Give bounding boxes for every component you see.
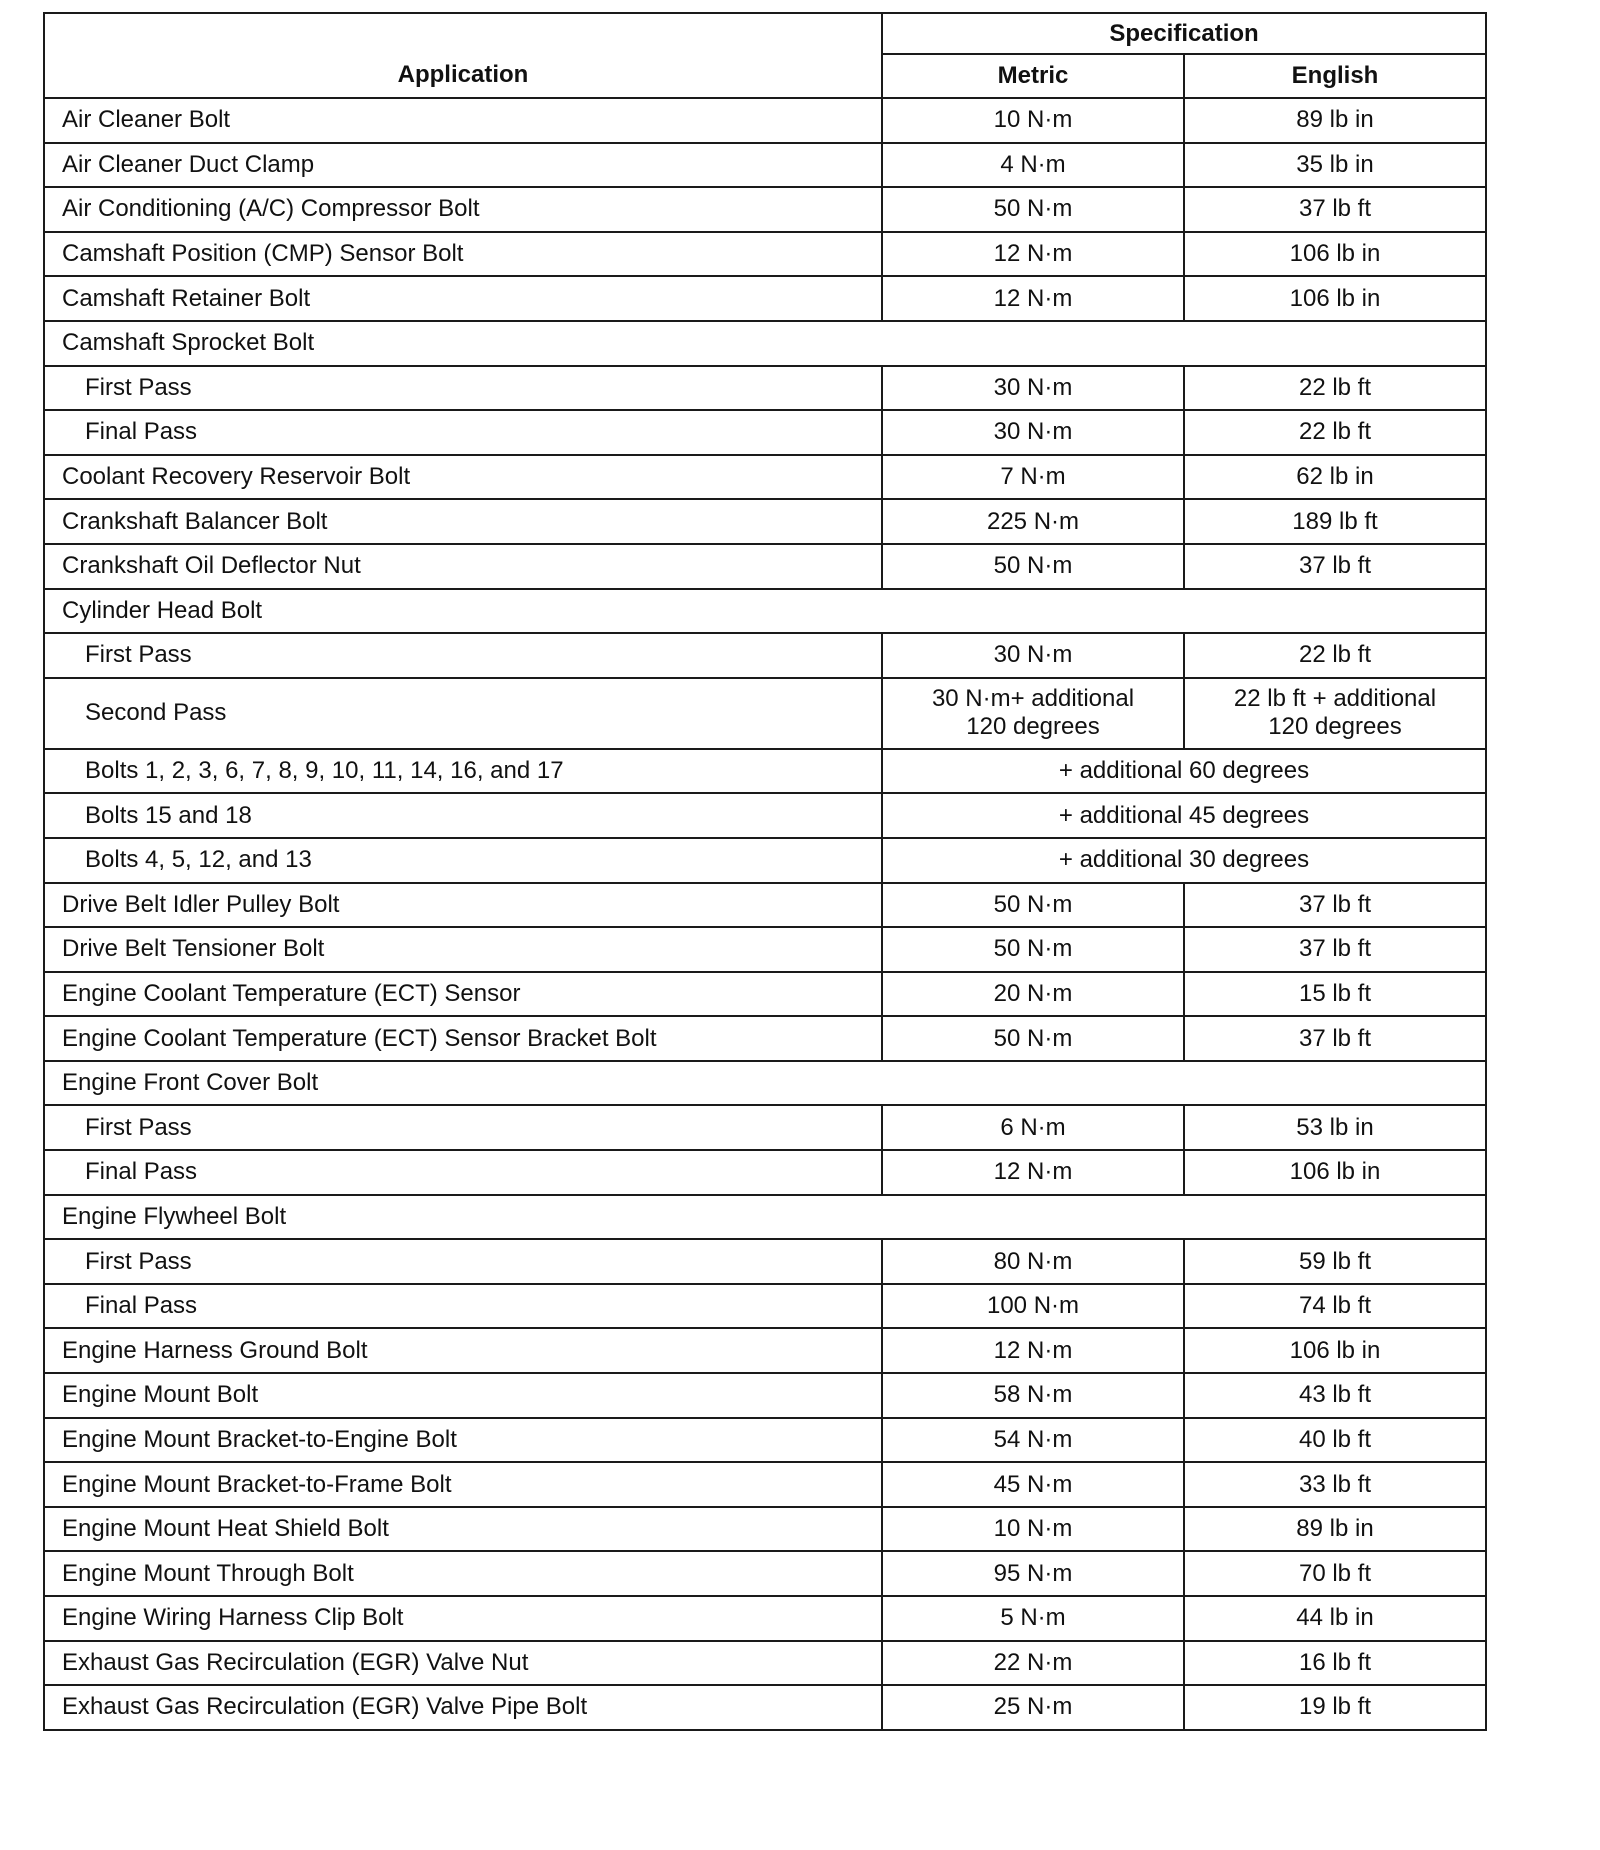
metric-cell: 225 N·m (882, 499, 1184, 544)
application-cell: Engine Mount Heat Shield Bolt (44, 1507, 882, 1552)
table-row (44, 455, 1486, 500)
metric-cell: 25 N·m (882, 1685, 1184, 1730)
metric-cell: 95 N·m (882, 1551, 1184, 1596)
table-row (44, 1418, 1486, 1463)
table-row (44, 366, 1486, 411)
application-cell: Exhaust Gas Recirculation (EGR) Valve Nut (44, 1641, 882, 1686)
metric-cell: 30 N·m (882, 633, 1184, 678)
metric-cell: 30 N·m (882, 366, 1184, 411)
application-cell: Exhaust Gas Recirculation (EGR) Valve Pipe Bolt (44, 1685, 882, 1730)
table-row (44, 927, 1486, 972)
english-line-1: 22 lb ft + additional (1233, 685, 1437, 713)
application-cell: Engine Front Cover Bolt (44, 1061, 1486, 1106)
metric-cell: 22 N·m (882, 1641, 1184, 1686)
english-cell: 189 lb ft (1184, 499, 1486, 544)
english-cell: 62 lb in (1184, 455, 1486, 500)
application-cell: Engine Coolant Temperature (ECT) Sensor (44, 972, 882, 1017)
english-cell: 35 lb in (1184, 143, 1486, 188)
metric-line-1: 30 N·m+ additional (931, 685, 1135, 713)
application-cell: Drive Belt Tensioner Bolt (44, 927, 882, 972)
application-cell: Engine Mount Bolt (44, 1373, 882, 1418)
english-cell: 16 lb ft (1184, 1641, 1486, 1686)
metric-cell: 4 N·m (882, 143, 1184, 188)
application-cell: First Pass (44, 366, 882, 411)
english-cell: 106 lb in (1184, 276, 1486, 321)
english-cell: 37 lb ft (1184, 1016, 1486, 1061)
metric-cell: 6 N·m (882, 1105, 1184, 1150)
application-cell: Engine Wiring Harness Clip Bolt (44, 1596, 882, 1641)
english-cell: 37 lb ft (1184, 883, 1486, 928)
table-row (44, 1596, 1486, 1641)
table-row (44, 276, 1486, 321)
english-cell (1184, 678, 1486, 749)
application-cell: Final Pass (44, 1150, 882, 1195)
english-cell: 37 lb ft (1184, 544, 1486, 589)
metric-cell: 30 N·m (882, 410, 1184, 455)
english-cell: 89 lb in (1184, 98, 1486, 143)
application-cell: Camshaft Sprocket Bolt (44, 321, 1486, 366)
metric-cell: 20 N·m (882, 972, 1184, 1017)
metric-cell: 50 N·m (882, 187, 1184, 232)
english-cell: 15 lb ft (1184, 972, 1486, 1017)
application-cell: Bolts 15 and 18 (44, 793, 882, 838)
metric-cell (882, 678, 1184, 749)
application-cell: Second Pass (44, 678, 882, 749)
table-row (44, 1328, 1486, 1373)
table-row (44, 544, 1486, 589)
english-cell: 40 lb ft (1184, 1418, 1486, 1463)
group-heading-row (44, 321, 1486, 366)
application-cell: Air Conditioning (A/C) Compressor Bolt (44, 187, 882, 232)
metric-column-header: Metric (882, 54, 1184, 98)
application-cell: Bolts 4, 5, 12, and 13 (44, 838, 882, 883)
table-row (44, 143, 1486, 188)
english-cell: 33 lb ft (1184, 1462, 1486, 1507)
english-cell: 106 lb in (1184, 232, 1486, 277)
metric-cell: 10 N·m (882, 1507, 1184, 1552)
application-cell: Engine Mount Bracket-to-Engine Bolt (44, 1418, 882, 1463)
english-cell: 53 lb in (1184, 1105, 1486, 1150)
metric-cell: 12 N·m (882, 1150, 1184, 1195)
metric-cell: 7 N·m (882, 455, 1184, 500)
table-row (44, 838, 1486, 883)
metric-cell: 50 N·m (882, 927, 1184, 972)
table-row (44, 410, 1486, 455)
table-row (44, 1150, 1486, 1195)
table-row (44, 1551, 1486, 1596)
specification-cell: + additional 30 degrees (882, 838, 1486, 883)
english-cell: 59 lb ft (1184, 1239, 1486, 1284)
table-row (44, 98, 1486, 143)
table-row (44, 1239, 1486, 1284)
table-row (44, 1373, 1486, 1418)
metric-cell: 12 N·m (882, 232, 1184, 277)
table-row (44, 1641, 1486, 1686)
metric-cell: 12 N·m (882, 1328, 1184, 1373)
english-cell: 22 lb ft (1184, 633, 1486, 678)
metric-cell: 5 N·m (882, 1596, 1184, 1641)
english-cell: 106 lb in (1184, 1150, 1486, 1195)
application-cell: First Pass (44, 633, 882, 678)
application-cell: Air Cleaner Bolt (44, 98, 882, 143)
english-cell: 89 lb in (1184, 1507, 1486, 1552)
metric-cell: 50 N·m (882, 883, 1184, 928)
english-cell: 70 lb ft (1184, 1551, 1486, 1596)
metric-cell: 10 N·m (882, 98, 1184, 143)
english-cell: 19 lb ft (1184, 1685, 1486, 1730)
table-row (44, 883, 1486, 928)
english-cell: 22 lb ft (1184, 366, 1486, 411)
table-row (44, 1507, 1486, 1552)
table-row (44, 749, 1486, 794)
specification-column-header: Specification (882, 13, 1486, 54)
table-row (44, 187, 1486, 232)
application-cell: Final Pass (44, 410, 882, 455)
metric-cell: 58 N·m (882, 1373, 1184, 1418)
table-row (44, 678, 1486, 749)
table-row (44, 1462, 1486, 1507)
metric-cell: 100 N·m (882, 1284, 1184, 1329)
table-row (44, 793, 1486, 838)
application-cell: Final Pass (44, 1284, 882, 1329)
application-cell: Engine Mount Through Bolt (44, 1551, 882, 1596)
specification-cell: + additional 60 degrees (882, 749, 1486, 794)
table-row (44, 499, 1486, 544)
application-cell: Camshaft Retainer Bolt (44, 276, 882, 321)
application-cell: Engine Flywheel Bolt (44, 1195, 1486, 1240)
metric-cell: 50 N·m (882, 544, 1184, 589)
application-cell: Engine Mount Bracket-to-Frame Bolt (44, 1462, 882, 1507)
english-cell: 44 lb in (1184, 1596, 1486, 1641)
application-cell: Engine Coolant Temperature (ECT) Sensor Bracket Bolt (44, 1016, 882, 1061)
english-cell: 37 lb ft (1184, 187, 1486, 232)
english-column-header: English (1184, 54, 1486, 98)
application-cell: Engine Harness Ground Bolt (44, 1328, 882, 1373)
table-body (44, 98, 1486, 1730)
table-row (44, 1284, 1486, 1329)
application-cell: Air Cleaner Duct Clamp (44, 143, 882, 188)
metric-cell: 45 N·m (882, 1462, 1184, 1507)
torque-spec-table (43, 12, 1487, 1731)
metric-cell: 54 N·m (882, 1418, 1184, 1463)
english-cell: 74 lb ft (1184, 1284, 1486, 1329)
application-cell: Cylinder Head Bolt (44, 589, 1486, 634)
english-cell: 22 lb ft (1184, 410, 1486, 455)
metric-cell: 80 N·m (882, 1239, 1184, 1284)
metric-cell: 50 N·m (882, 1016, 1184, 1061)
table-row (44, 1105, 1486, 1150)
metric-line-2: 120 degrees (966, 713, 1100, 741)
group-heading-row (44, 1195, 1486, 1240)
application-cell: First Pass (44, 1105, 882, 1150)
english-line-2: 120 degrees (1268, 713, 1402, 741)
application-cell: Bolts 1, 2, 3, 6, 7, 8, 9, 10, 11, 14, 16, and 17 (44, 749, 882, 794)
application-cell: Camshaft Position (CMP) Sensor Bolt (44, 232, 882, 277)
english-cell: 37 lb ft (1184, 927, 1486, 972)
metric-cell: 12 N·m (882, 276, 1184, 321)
group-heading-row (44, 589, 1486, 634)
application-column-header: Application (44, 13, 882, 98)
application-cell: Drive Belt Idler Pulley Bolt (44, 883, 882, 928)
application-cell: Crankshaft Balancer Bolt (44, 499, 882, 544)
table-row (44, 633, 1486, 678)
table-row (44, 1016, 1486, 1061)
table-header (44, 13, 1486, 98)
application-cell: Coolant Recovery Reservoir Bolt (44, 455, 882, 500)
group-heading-row (44, 1061, 1486, 1106)
specification-cell: + additional 45 degrees (882, 793, 1486, 838)
english-cell: 106 lb in (1184, 1328, 1486, 1373)
table-row (44, 232, 1486, 277)
table-row (44, 1685, 1486, 1730)
table-row (44, 972, 1486, 1017)
application-cell: Crankshaft Oil Deflector Nut (44, 544, 882, 589)
english-cell: 43 lb ft (1184, 1373, 1486, 1418)
application-cell: First Pass (44, 1239, 882, 1284)
